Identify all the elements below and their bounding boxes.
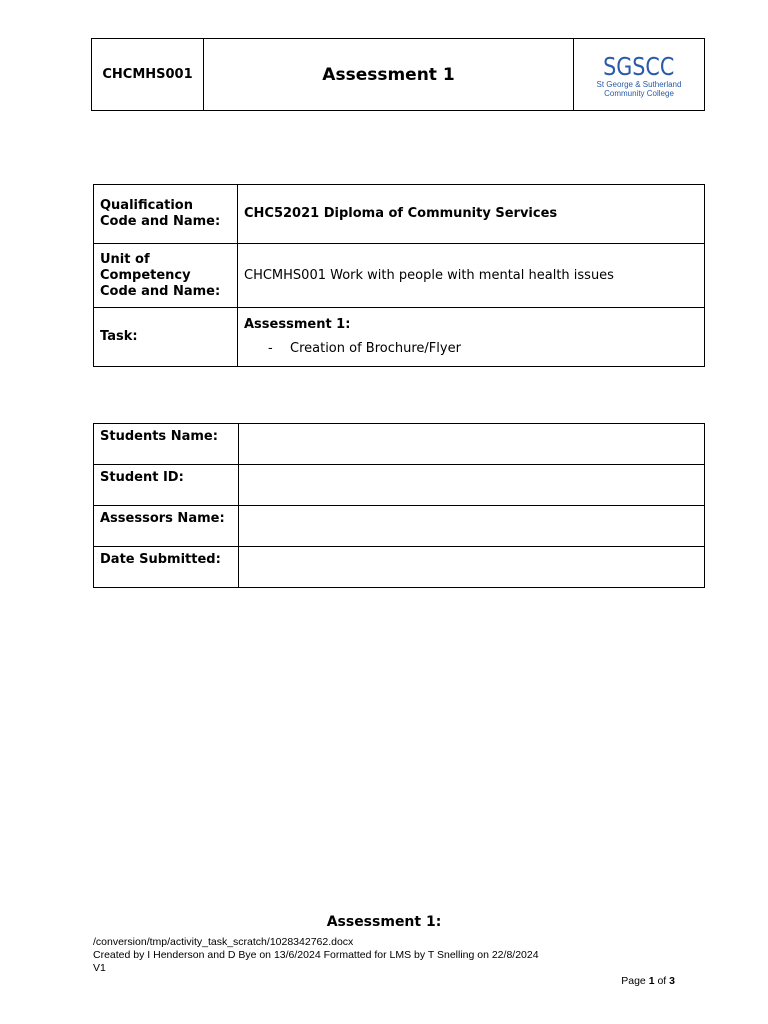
task-bullet-text: Creation of Brochure/Flyer <box>290 341 461 356</box>
page-current: 1 <box>648 975 655 987</box>
page-of: of <box>657 975 667 987</box>
footer-created-by: Created by I Henderson and D Bye on 13/6/2024 Formatted for LMS by T Snelling on 22/8/2024 <box>93 949 539 961</box>
header-table <box>91 38 705 111</box>
logo-subtitle-2: Community College <box>604 88 674 98</box>
page-total: 3 <box>669 975 675 987</box>
students-name-field[interactable] <box>239 424 705 465</box>
students-name-label: Students Name: <box>94 424 239 465</box>
logo-subtitle-1: St George & Sutherland <box>596 79 682 89</box>
assessors-name-label: Assessors Name: <box>94 506 239 547</box>
footer-title: Assessment 1: <box>326 914 442 930</box>
unit-code: CHCMHS001 <box>102 67 193 82</box>
assessors-name-field[interactable] <box>239 506 705 547</box>
student-id-field[interactable] <box>239 465 705 506</box>
page-number <box>621 975 675 987</box>
date-submitted-field[interactable] <box>239 547 705 588</box>
qualification-info-table <box>93 184 705 367</box>
task-title: Assessment 1: <box>244 317 351 332</box>
qualification-label: Qualification Code and Name: <box>94 185 238 244</box>
unit-value: CHCMHS001 Work with people with mental health issues <box>238 244 705 308</box>
student-details-table <box>93 423 705 588</box>
college-logo <box>574 39 705 111</box>
page-word: Page <box>621 975 646 987</box>
footer-version: V1 <box>93 962 106 974</box>
task-cell <box>238 308 705 367</box>
document-title: Assessment 1 <box>204 39 574 111</box>
qualification-value: CHC52021 Diploma of Community Services <box>238 185 705 244</box>
unit-label: Unit of Competency Code and Name: <box>94 244 238 308</box>
student-id-label: Student ID: <box>94 465 239 506</box>
bullet-dash: - <box>268 341 273 356</box>
unit-code-cell <box>92 39 204 111</box>
task-bullet-item <box>244 341 698 357</box>
footer-file-path: /conversion/tmp/activity_task_scratch/1028342762.docx <box>93 936 354 948</box>
logo-text: SGSCC <box>603 51 675 81</box>
date-submitted-label: Date Submitted: <box>94 547 239 588</box>
task-label: Task: <box>94 308 238 367</box>
